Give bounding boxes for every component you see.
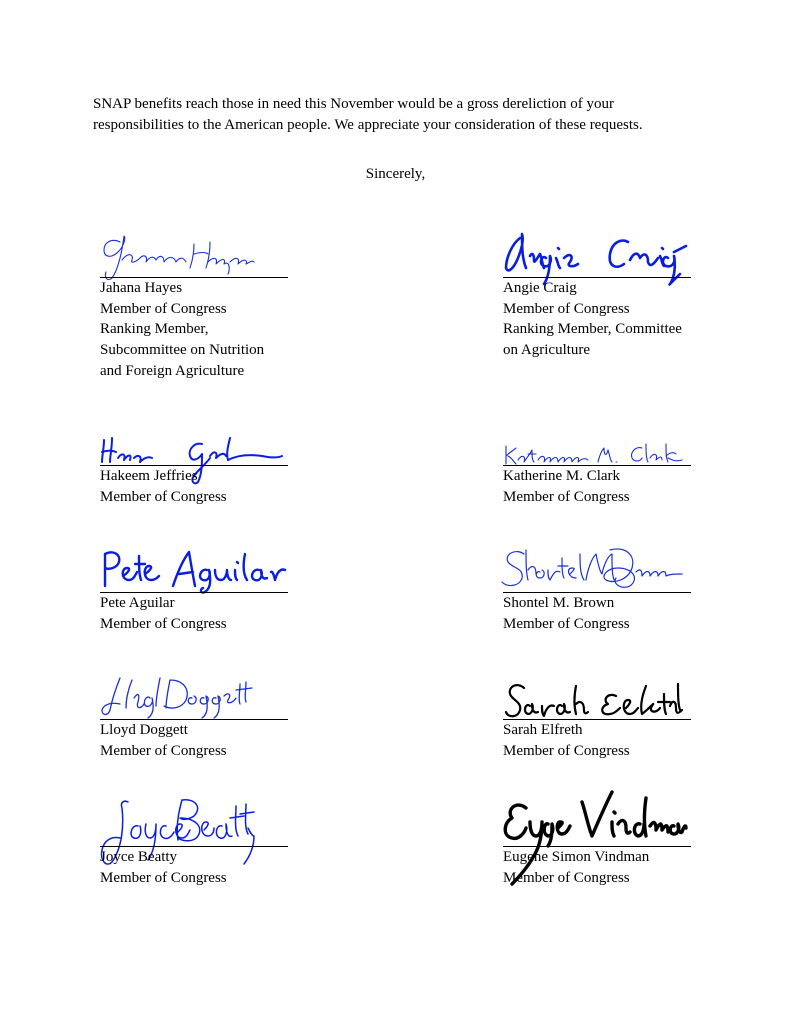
paragraph-line: SNAP benefits reach those in need this November would be a gross dereliction of your [93, 96, 614, 112]
signer-name: Eugene Simon Vindman [503, 849, 650, 865]
signer-role: and Foreign Agriculture [100, 362, 245, 379]
signer-name: Sarah Elfreth [503, 722, 583, 738]
signer-title: Member of Congress [503, 615, 630, 632]
signer-title: Member of Congress [503, 869, 630, 886]
signature-sarah-elfreth [502, 680, 692, 722]
signature-shontel-brown [500, 544, 690, 594]
signer-title: Member of Congress [100, 742, 227, 759]
signature-jahana-hayes [98, 234, 258, 282]
paragraph-line: responsibilities to the American people. We appreciate your consideration of these requests. [93, 117, 643, 133]
signer-role: on Agriculture [503, 342, 591, 359]
signer-name: Jahana Hayes [100, 280, 183, 296]
closing-salutation: Sincerely, [365, 166, 426, 182]
signer-title: Member of Congress [503, 300, 630, 317]
signer-role: Subcommittee on Nutrition [100, 342, 265, 359]
signer-name: Lloyd Doggett [100, 722, 188, 738]
signer-name: Shontel M. Brown [503, 595, 615, 611]
signature-lloyd-doggett [98, 674, 258, 720]
signer-title: Member of Congress [100, 300, 227, 317]
signer-name: Pete Aguilar [100, 595, 175, 611]
signer-title: Member of Congress [100, 869, 227, 886]
signature-pete-aguilar [99, 546, 289, 594]
signer-role: Ranking Member, [100, 321, 209, 338]
signer-title: Member of Congress [100, 488, 227, 505]
signer-title: Member of Congress [503, 488, 630, 505]
signer-role: Ranking Member, Committee [503, 321, 682, 338]
closing-paragraph [93, 94, 713, 136]
signer-name: Angie Craig [503, 280, 577, 296]
signer-title: Member of Congress [503, 742, 630, 759]
signer-name: Katherine M. Clark [503, 468, 621, 484]
signer-name: Joyce Beatty [100, 849, 178, 865]
signer-name: Hakeem Jeffries [100, 468, 198, 484]
signer-title: Member of Congress [100, 615, 227, 632]
